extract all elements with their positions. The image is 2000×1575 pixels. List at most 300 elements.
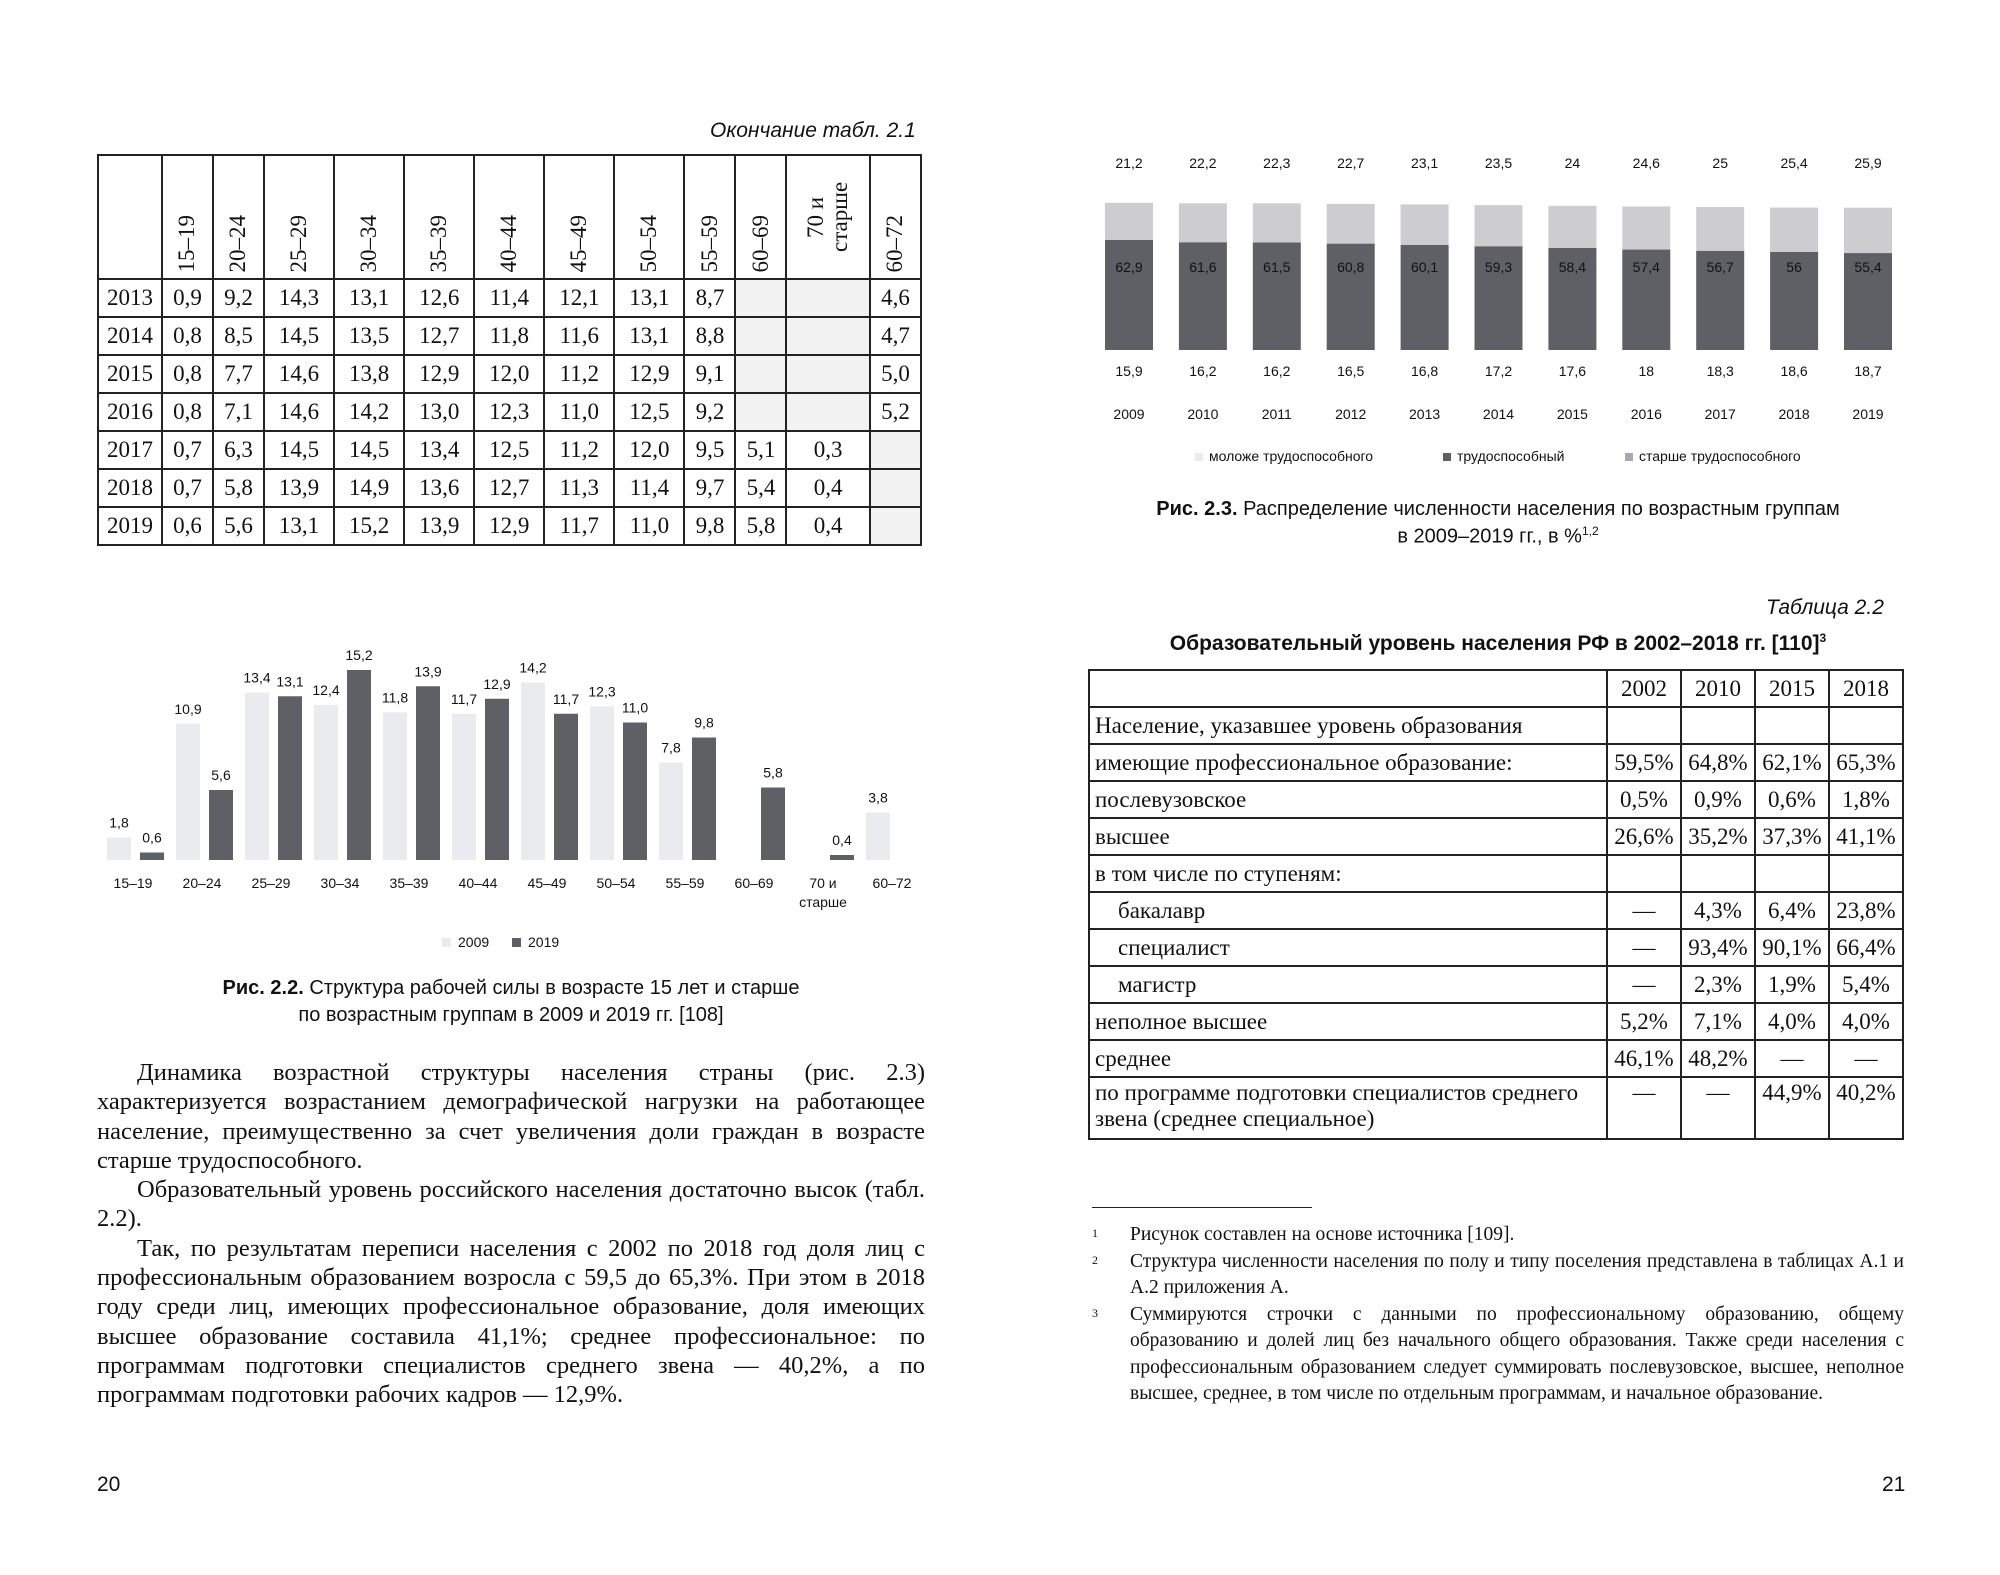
label-header-empty (1089, 670, 1607, 707)
year-header: 2018 (1829, 670, 1903, 707)
data-label: 3,8 (868, 789, 888, 806)
data-label: 18 (1638, 363, 1655, 379)
data-label: 25,4 (1780, 155, 1808, 171)
table-cell: 2,3% (1681, 966, 1755, 1003)
table-title (1088, 631, 1908, 656)
x-tick-label: 2014 (1482, 406, 1515, 422)
table-cell: 12,9 (404, 355, 474, 393)
table-cell: 9,5 (684, 431, 735, 469)
segment-over-working-age (1622, 207, 1670, 250)
table-cell: 14,9 (334, 469, 404, 507)
data-label: 60,8 (1337, 259, 1365, 275)
table-row (1089, 1040, 1903, 1077)
data-label: 5,6 (211, 767, 231, 783)
table-cell: 12,3 (474, 393, 544, 431)
data-label: 9,8 (694, 714, 714, 731)
data-label: 11,0 (621, 699, 649, 716)
year-cell: 2018 (98, 469, 162, 507)
table-cell (735, 355, 786, 393)
table-row (1089, 1077, 1903, 1139)
column-header (404, 155, 474, 279)
bar-2019 (278, 696, 302, 860)
bar-2019 (623, 723, 647, 861)
footnote (1092, 1302, 1904, 1408)
data-label: 10,9 (174, 700, 202, 717)
table-cell: 14,5 (334, 431, 404, 469)
year-cell: 2015 (98, 355, 162, 393)
column-header (213, 155, 264, 279)
table-cell: 11,2 (544, 431, 614, 469)
column-header (786, 155, 869, 279)
footnote-text: Структура численности населения по полу и типу поселения представлена в таблицах А.1 и А.2 приложения А. (1130, 1250, 1904, 1298)
table-cell: 46,1% (1607, 1040, 1681, 1077)
table-cell: 0,9 (162, 279, 213, 317)
table-row (98, 431, 921, 469)
row-label: высшее (1089, 818, 1607, 855)
row-label: в том числе по ступеням: (1089, 855, 1607, 892)
x-tick-label: 2016 (1630, 406, 1662, 422)
table-cell: 12,5 (614, 393, 684, 431)
table-cell: 4,7 (870, 317, 921, 355)
row-label: бакалавр (1089, 892, 1607, 929)
age-structure-table (97, 154, 922, 546)
data-label: 24,6 (1632, 155, 1660, 171)
table-cell (735, 317, 786, 355)
page-number: 20 (97, 1473, 121, 1496)
table-cell: 4,6 (870, 279, 921, 317)
bar-2009 (314, 705, 338, 860)
year-cell: 2013 (98, 279, 162, 317)
x-tick-label: 70 и (809, 875, 837, 891)
table-cell: 11,6 (544, 317, 614, 355)
table-cell: 7,1% (1681, 1003, 1755, 1040)
table-cell: 14,6 (264, 355, 334, 393)
data-label: 11,8 (381, 689, 409, 706)
table-cell: — (1829, 1040, 1903, 1077)
year-header: 2010 (1681, 670, 1755, 707)
table-cell (870, 507, 921, 545)
table-row (1089, 892, 1903, 929)
column-header-label: 40–44 (496, 214, 522, 272)
table-cell: — (1607, 892, 1681, 929)
data-label: 22,2 (1189, 155, 1217, 171)
table-cell: 14,6 (264, 393, 334, 431)
data-label: 62,9 (1115, 259, 1143, 275)
column-header (474, 155, 544, 279)
figure-2-3-number: Рис. 2.3. (1156, 498, 1238, 520)
population-stacked-chart (1095, 120, 1925, 475)
table-cell: 12,5 (474, 431, 544, 469)
table-cell: 40,2% (1829, 1077, 1903, 1139)
table-cell: 0,4 (786, 469, 869, 507)
figure-2-3-footnote-mark: 1,2 (1581, 524, 1599, 538)
table-cell: 13,4 (404, 431, 474, 469)
table-cell: 13,0 (404, 393, 474, 431)
table-row (1089, 966, 1903, 1003)
segment-over-working-age (1327, 204, 1375, 244)
table-cell: 0,6% (1755, 781, 1829, 818)
data-label: 16,2 (1263, 363, 1291, 379)
footnote-mark: 2 (1092, 1252, 1098, 1267)
table-title-footnote-mark: 3 (1819, 631, 1827, 645)
table-cell: 0,7 (162, 469, 213, 507)
column-header (684, 155, 735, 279)
bar-2019 (761, 788, 785, 861)
x-tick-label: 2019 (1852, 406, 1884, 422)
footnote-text: Рисунок составлен на основе источника [109]. (1130, 1224, 1515, 1245)
bar-2009 (590, 706, 614, 860)
column-header-label: 15–19 (174, 214, 200, 272)
table-cell (786, 279, 869, 317)
table-row (98, 393, 921, 431)
data-label: 16,5 (1337, 363, 1365, 379)
bar-2009 (452, 714, 476, 860)
data-label: 0,4 (832, 832, 852, 848)
education-table (1088, 669, 1904, 1140)
year-cell: 2014 (98, 317, 162, 355)
data-label: 22,3 (1263, 155, 1291, 171)
year-cell: 2016 (98, 393, 162, 431)
data-label: 18,6 (1780, 363, 1808, 379)
data-label: 25,9 (1854, 155, 1882, 171)
data-label: 17,6 (1558, 363, 1587, 379)
table-cell: 90,1% (1755, 929, 1829, 966)
column-header-label: 55–59 (696, 214, 722, 272)
bar-2009 (245, 693, 269, 861)
data-label: 12,4 (312, 682, 340, 698)
table-cell: 13,8 (334, 355, 404, 393)
data-label: 60,1 (1410, 259, 1439, 275)
data-label: 61,5 (1263, 259, 1291, 275)
bar-2009 (107, 838, 131, 861)
data-label: 0,6 (142, 829, 162, 846)
table-cell: 8,7 (684, 279, 735, 317)
table-cell: 15,2 (334, 507, 404, 545)
x-tick-label: 30–34 (320, 875, 360, 891)
table-cell: 11,0 (614, 507, 684, 545)
column-header (735, 155, 786, 279)
table-label: Таблица 2.2 (1766, 596, 1884, 619)
data-label: 11,7 (450, 690, 478, 707)
year-header: 2015 (1755, 670, 1829, 707)
table-cell: 0,9% (1681, 781, 1755, 818)
year-cell: 2019 (98, 507, 162, 545)
segment-working-age (1105, 240, 1153, 350)
table-cell: 59,5% (1607, 744, 1681, 781)
figure-2-2-title-line2: по возрастным группам в 2009 и 2019 гг. [108] (298, 1004, 724, 1026)
table-cell: 13,1 (334, 279, 404, 317)
x-tick-label: 2012 (1335, 406, 1367, 422)
table-cell: 5,4 (735, 469, 786, 507)
row-label: имеющие профессиональное образование: (1089, 744, 1607, 781)
legend-label: моложе трудоспособного (1209, 448, 1374, 464)
data-label: 18,7 (1854, 363, 1882, 379)
table-cell: 48,2% (1681, 1040, 1755, 1077)
data-label: 13,9 (414, 663, 442, 680)
x-tick-label: 50–54 (596, 875, 636, 891)
table-row (1089, 707, 1903, 744)
column-header-label: 45–49 (566, 214, 592, 272)
column-header (544, 155, 614, 279)
x-tick-label: 2018 (1778, 406, 1810, 422)
table-cell: 6,3 (213, 431, 264, 469)
column-header (334, 155, 404, 279)
table-cell: 12,6 (404, 279, 474, 317)
data-label: 13,4 (243, 669, 271, 686)
column-header-label: 60–69 (747, 214, 773, 272)
paragraph: Так, по результатам переписи населения с 2002 по 2018 год доля лиц с профессиональным образованием возросла с 59,5 до 65,3%. При этом в 2018 году среди лиц, имеющих профессиональное образование, доля имеющих высшее образование составила 41,1%; среднее профессиональное: по программам подготовки специалистов среднего звена — 40,2%, а по программам подготовки рабочих кадров — 12,9%. (97, 1234, 925, 1409)
x-tick-label: 2015 (1556, 406, 1588, 422)
x-tick-label: 20–24 (182, 875, 222, 891)
table-cell (1829, 855, 1903, 892)
segment-over-working-age (1179, 203, 1227, 242)
data-label: 55,4 (1854, 259, 1882, 275)
x-tick-label: 60–72 (872, 875, 912, 891)
labor-force-bar-chart (97, 570, 927, 950)
page-number: 21 (1882, 1473, 1906, 1496)
table-cell: 26,6% (1607, 818, 1681, 855)
column-header (870, 155, 921, 279)
legend-label: 2009 (458, 934, 490, 950)
table-cell (1755, 707, 1829, 744)
table-cell: 11,4 (614, 469, 684, 507)
footnote-text: Суммируются строчки с данными по профессиональному образованию, общему образованию и долей лиц без начального общего образования. Также среди населения с профессиональным образованием следует суммировать послевузовское, высшее, неполное высшее, среднее, в том числе по отдельным программам, и начальное образование. (1130, 1303, 1904, 1404)
table-cell: 14,5 (264, 317, 334, 355)
table-cell: — (1607, 966, 1681, 1003)
table-cell: 65,3% (1829, 744, 1903, 781)
column-header-label: 30–34 (356, 214, 382, 272)
table-cell: 5,8 (213, 469, 264, 507)
table-cell: 13,1 (614, 317, 684, 355)
legend-label: 2019 (528, 934, 560, 950)
table-cell: 9,2 (213, 279, 264, 317)
table-cell: 13,9 (264, 469, 334, 507)
column-header-label: 25–29 (285, 214, 311, 272)
data-label: 59,3 (1484, 259, 1513, 275)
bar-2019 (416, 686, 440, 860)
legend-swatch (512, 938, 521, 947)
x-tick-label: 2017 (1704, 406, 1736, 422)
table-cell: 5,2% (1607, 1003, 1681, 1040)
bar-2019 (209, 790, 233, 860)
table-cell: 12,9 (474, 507, 544, 545)
data-label: 56,7 (1706, 259, 1734, 275)
table-cell (1607, 855, 1681, 892)
data-label: 15,9 (1115, 363, 1143, 379)
table-cell: 0,7 (162, 431, 213, 469)
figure-2-2-title: Структура рабочей силы в возрасте 15 лет и старше (309, 977, 800, 999)
x-tick-label: 40–44 (458, 875, 498, 891)
x-tick-label: 60–69 (734, 875, 774, 891)
data-label: 57,4 (1632, 259, 1660, 275)
table-cell: 44,9% (1755, 1077, 1829, 1139)
table-cell (1681, 707, 1755, 744)
table-cell: 11,0 (544, 393, 614, 431)
bar-2009 (176, 724, 200, 860)
segment-over-working-age (1253, 203, 1301, 242)
table-cell (786, 355, 869, 393)
footnote-mark: 1 (1092, 1226, 1098, 1240)
table-cell: 5,1 (735, 431, 786, 469)
x-tick-label: 2010 (1187, 406, 1219, 422)
table-cell: 9,1 (684, 355, 735, 393)
data-label: 56 (1786, 259, 1802, 275)
legend-swatch (1443, 453, 1451, 461)
data-label: 16,8 (1410, 363, 1439, 379)
figure-2-3-title: Распределение численности населения по возрастным группам (1243, 498, 1840, 520)
table-cell: 11,8 (474, 317, 544, 355)
year-header: 2002 (1607, 670, 1681, 707)
table-cell: 12,1 (544, 279, 614, 317)
figure-2-2-caption (97, 975, 925, 1029)
table-cell: — (1755, 1040, 1829, 1077)
table-cell: 0,5% (1607, 781, 1681, 818)
row-label: Население, указавшее уровень образования (1089, 707, 1607, 744)
table-cell (786, 393, 869, 431)
table-row (1089, 929, 1903, 966)
table-cell: 9,2 (684, 393, 735, 431)
table-cell (1829, 707, 1903, 744)
year-header-empty (98, 155, 162, 279)
table-cell: 5,0 (870, 355, 921, 393)
data-label: 12,3 (588, 683, 616, 700)
right-page (1000, 0, 2000, 1575)
table-row (98, 355, 921, 393)
segment-over-working-age (1770, 208, 1818, 252)
table-cell: 0,3 (786, 431, 869, 469)
table-cell: 0,8 (162, 393, 213, 431)
bar-2019 (485, 699, 509, 860)
data-label: 12,9 (483, 675, 511, 692)
column-header (614, 155, 684, 279)
table-cell: — (1681, 1077, 1755, 1139)
table-row (98, 507, 921, 545)
bar-2019 (554, 714, 578, 860)
table-cell: — (1607, 1077, 1681, 1139)
x-tick-label: 2013 (1409, 406, 1441, 422)
column-header (264, 155, 334, 279)
row-label: специалист (1089, 929, 1607, 966)
figure-2-3-title-line2: в 2009–2019 гг., в % (1397, 525, 1582, 548)
data-label: 18,3 (1706, 363, 1734, 379)
table-cell: 14,3 (264, 279, 334, 317)
row-label: магистр (1089, 966, 1607, 1003)
table-row (98, 317, 921, 355)
table-cell: 5,6 (213, 507, 264, 545)
data-label: 1,8 (109, 814, 129, 831)
x-tick-label: 55–59 (665, 875, 705, 891)
bar-2019 (347, 670, 371, 860)
table-cell: 11,3 (544, 469, 614, 507)
table-cell: 11,2 (544, 355, 614, 393)
data-label: 61,6 (1189, 259, 1217, 275)
data-label: 16,2 (1189, 363, 1217, 379)
data-label: 11,7 (552, 690, 580, 707)
column-header-label: 20–24 (225, 214, 251, 272)
data-label: 23,1 (1410, 155, 1439, 171)
table-cell: 14,5 (264, 431, 334, 469)
legend-label: старше трудоспособного (1639, 448, 1801, 464)
segment-over-working-age (1844, 208, 1892, 253)
table-cell: 13,1 (264, 507, 334, 545)
table-cell (735, 279, 786, 317)
footnote-divider (1092, 1207, 1312, 1208)
table-row (1089, 855, 1903, 892)
table-cell: 62,1% (1755, 744, 1829, 781)
table-cell: 93,4% (1681, 929, 1755, 966)
table-cell: 23,8% (1829, 892, 1903, 929)
table-cell (735, 393, 786, 431)
table-cell: 35,2% (1681, 818, 1755, 855)
footnotes (1092, 1222, 1904, 1408)
x-tick-label: 2011 (1261, 406, 1292, 422)
data-label: 5,8 (763, 764, 783, 781)
legend-swatch (1625, 453, 1633, 461)
table-cell: 13,5 (334, 317, 404, 355)
table-cell: — (1607, 929, 1681, 966)
bar-2019 (830, 855, 854, 860)
table-row (1089, 744, 1903, 781)
table-cell: 0,6 (162, 507, 213, 545)
x-tick-label: 35–39 (389, 875, 429, 891)
table-cell: 1,9% (1755, 966, 1829, 1003)
table-cell: 13,1 (614, 279, 684, 317)
column-header (162, 155, 213, 279)
table-row (98, 279, 921, 317)
table-cell: 12,7 (404, 317, 474, 355)
figure-2-3-caption (1088, 496, 1908, 551)
data-label: 24 (1564, 155, 1581, 171)
table-cell (1755, 855, 1829, 892)
table-cell (870, 469, 921, 507)
table-cell: 5,2 (870, 393, 921, 431)
data-label: 23,5 (1484, 155, 1513, 171)
table-title-text: Образовательный уровень населения РФ в 2002–2018 гг. [110] (1169, 632, 1820, 655)
data-label: 17,2 (1484, 363, 1513, 379)
table-cell (1607, 707, 1681, 744)
table-cell: 13,6 (404, 469, 474, 507)
column-header-label: 60–72 (882, 214, 908, 272)
table-cell: 5,4% (1829, 966, 1903, 1003)
footnote (1092, 1222, 1904, 1249)
table-continuation-caption: Окончание табл. 2.1 (710, 119, 916, 142)
body-text (97, 1058, 925, 1410)
table-cell (870, 431, 921, 469)
table-row (1089, 818, 1903, 855)
data-label: 21,2 (1115, 155, 1143, 171)
table-cell: 11,7 (544, 507, 614, 545)
legend-swatch (442, 938, 451, 947)
bar-2009 (383, 713, 407, 861)
table-cell: 37,3% (1755, 818, 1829, 855)
table-cell: 41,1% (1829, 818, 1903, 855)
table-cell: 8,8 (684, 317, 735, 355)
table-row (1089, 1003, 1903, 1040)
segment-over-working-age (1548, 206, 1596, 248)
table-cell: 1,8% (1829, 781, 1903, 818)
table-cell: 4,0% (1755, 1003, 1829, 1040)
table-cell: 11,4 (474, 279, 544, 317)
column-header-label: 50–54 (636, 214, 662, 272)
table-cell: 14,2 (334, 393, 404, 431)
row-label: послевузовское (1089, 781, 1607, 818)
table-cell: 9,8 (684, 507, 735, 545)
data-label: 25 (1712, 155, 1728, 171)
footnote-mark: 3 (1092, 1305, 1098, 1320)
table-cell (786, 317, 869, 355)
table-cell: 12,0 (474, 355, 544, 393)
table-cell: 0,4 (786, 507, 869, 545)
